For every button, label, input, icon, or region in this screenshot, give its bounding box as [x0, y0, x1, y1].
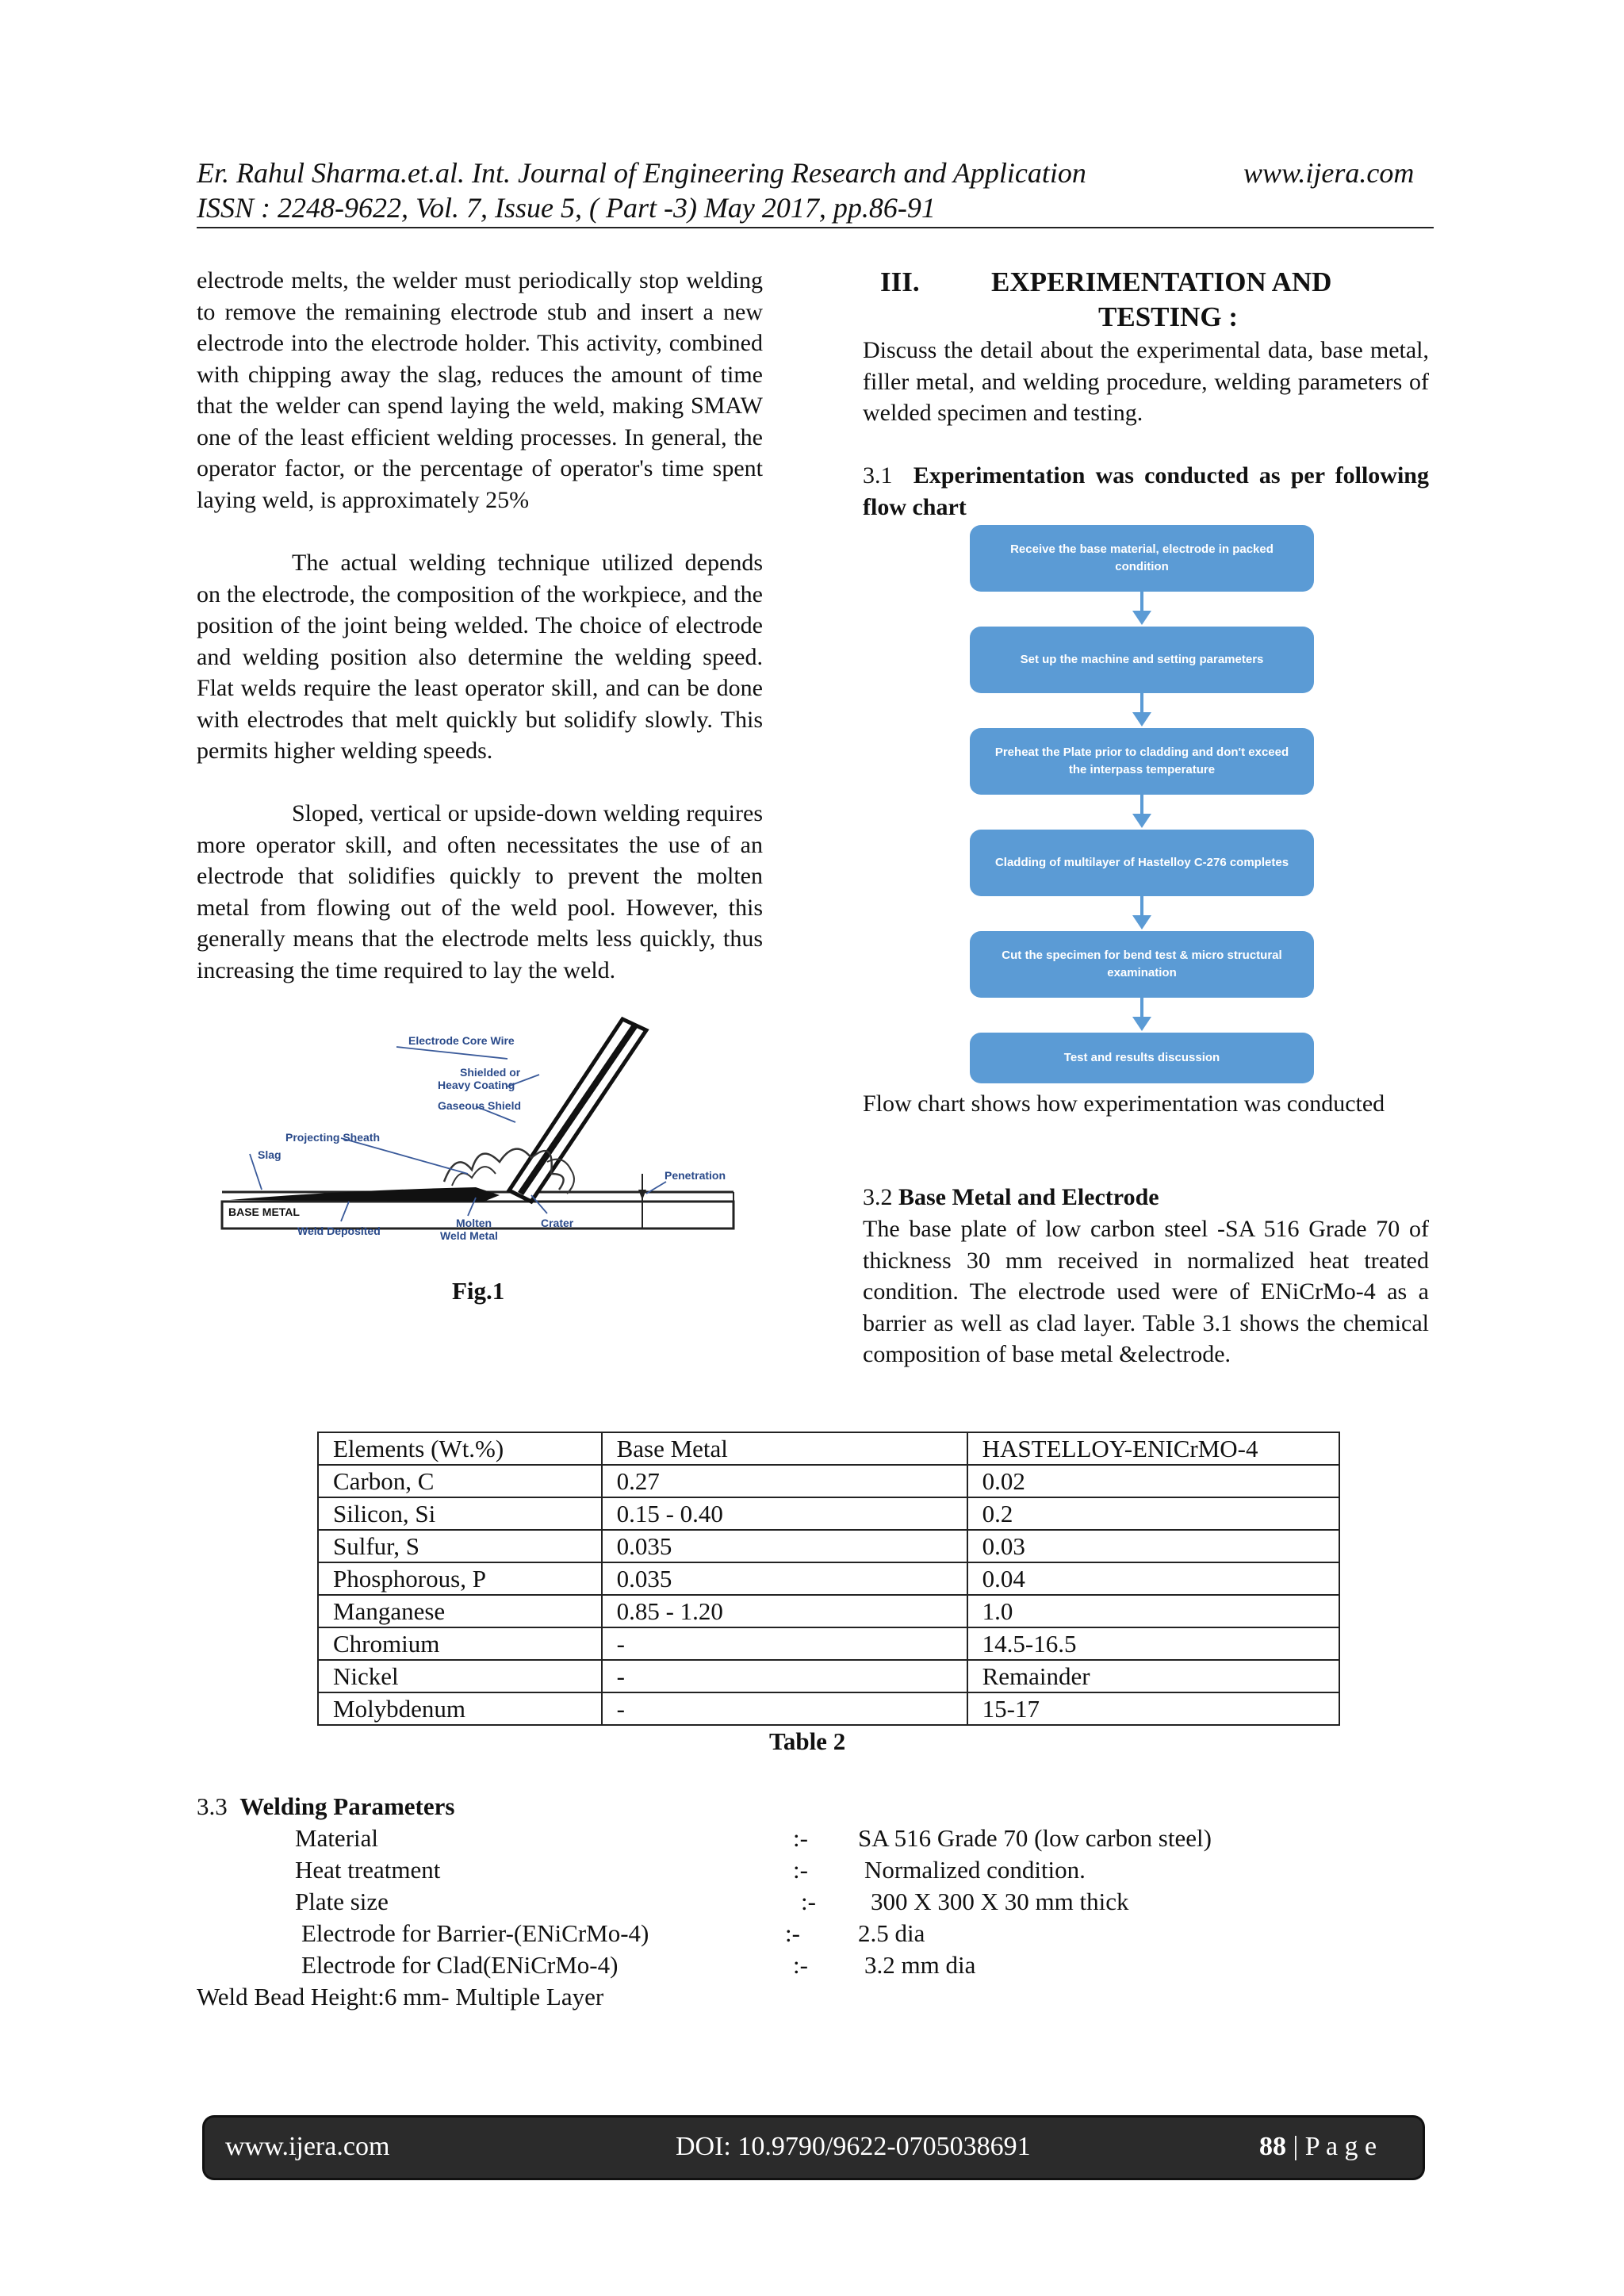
table-row: [318, 1530, 1339, 1562]
param-sep: :-: [801, 1888, 816, 1915]
label-penetration: Penetration: [665, 1169, 726, 1182]
table-cell: Remainder: [967, 1660, 1339, 1692]
table-caption: Table 2: [769, 1727, 846, 1755]
table-cell: Nickel: [318, 1660, 602, 1692]
flow-step-3: Preheat the Plate prior to cladding and don't exceed the interpass temperature: [970, 728, 1314, 795]
flow-arrow-icon: [1130, 693, 1154, 728]
smaw-welding-diagram: [214, 1011, 753, 1249]
figure-caption: Fig.1: [452, 1277, 505, 1305]
table-row: [318, 1660, 1339, 1692]
table-cell: Molybdenum: [318, 1692, 602, 1725]
journal-title: Er. Rahul Sharma.et.al. Int. Journal of Engineering Research and Application: [197, 157, 1086, 189]
param-label-clad-electrode: Electrode for Clad(ENiCrMo-4): [301, 1951, 619, 1979]
welding-params-heading: [197, 1791, 454, 1823]
subsection-3-2-title: Base Metal and Electrode: [898, 1184, 1159, 1210]
table-cell: 0.15 - 0.40: [602, 1497, 967, 1530]
flow-arrow-icon: [1130, 998, 1154, 1033]
left-paragraph-3: Sloped, vertical or upside-down welding requires more operator skill, and often necessitates the use of an electrode that solidifies quickly to prevent the molten metal from flowing out of the weld pool. However, this generally means that the electrode melts less quickly, thus increasing the time required to lay the weld.: [197, 800, 763, 983]
table-cell: Phosphorous, P: [318, 1562, 602, 1595]
table-row: [318, 1595, 1339, 1627]
param-sep: :-: [793, 1951, 808, 1979]
page-footer: [205, 2118, 1423, 2178]
flow-arrow-icon: [1130, 795, 1154, 830]
table-row: [318, 1627, 1339, 1660]
label-shielded: Shielded or: [460, 1066, 521, 1079]
table-row: [318, 1562, 1339, 1595]
param-label-heat-treatment: Heat treatment: [295, 1856, 441, 1884]
table-cell: 14.5-16.5: [967, 1627, 1339, 1660]
journal-website[interactable]: www.ijera.com: [1243, 157, 1415, 189]
table-cell: 0.035: [602, 1530, 967, 1562]
weld-bead-height: Weld Bead Height:6 mm- Multiple Layer: [197, 1983, 604, 2010]
issn-line: ISSN : 2248-9622, Vol. 7, Issue 5, ( Part -3) May 2017, pp.86-91: [197, 192, 936, 224]
table-cell: 0.85 - 1.20: [602, 1595, 967, 1627]
label-molten: Molten: [456, 1217, 492, 1229]
param-value-barrier-electrode: 2.5 dia: [858, 1919, 925, 1947]
table-row: [318, 1465, 1339, 1497]
footer-website[interactable]: www.ijera.com: [225, 2132, 390, 2161]
electrode-core-wire: [518, 1023, 638, 1195]
table-cell: 0.03: [967, 1530, 1339, 1562]
section-title-line1: EXPERIMENTATION AND: [991, 266, 1332, 297]
welding-params-title: Welding Parameters: [239, 1792, 455, 1820]
param-value-clad-electrode: 3.2 mm dia: [864, 1951, 976, 1979]
table-cell: 0.04: [967, 1562, 1339, 1595]
table-cell: Manganese: [318, 1595, 602, 1627]
footer-doi[interactable]: DOI: 10.9790/9622-0705038691: [676, 2132, 1031, 2161]
table-header-row: [318, 1432, 1339, 1465]
flow-step-2: Set up the machine and setting parameters: [970, 627, 1314, 693]
table-cell: -: [602, 1627, 967, 1660]
label-base-metal: BASE METAL: [228, 1205, 300, 1218]
flow-step-5: Cut the specimen for bend test & micro structural examination: [970, 931, 1314, 998]
param-label-material: Material: [295, 1824, 379, 1852]
section-title-line2: TESTING :: [1098, 301, 1239, 332]
param-label-barrier-electrode: Electrode for Barrier-(ENiCrMo-4): [301, 1919, 649, 1947]
table-cell: 0.035: [602, 1562, 967, 1595]
label-weld-metal: Weld Metal: [440, 1229, 498, 1242]
table-cell: -: [602, 1660, 967, 1692]
table-cell: 15-17: [967, 1692, 1339, 1725]
param-value-material: SA 516 Grade 70 (low carbon steel): [858, 1824, 1212, 1852]
footer-page-label: | P a g e: [1293, 2132, 1377, 2161]
flowchart-caption: Flow chart shows how experimentation was conducted: [863, 1091, 1385, 1117]
flow-arrow-icon: [1130, 592, 1154, 627]
table-cell: Silicon, Si: [318, 1497, 602, 1530]
label-heavy-coating: Heavy Coating: [438, 1079, 515, 1091]
flow-step-4: Cladding of multilayer of Hastelloy C-276 completes: [970, 830, 1314, 896]
param-value-plate-size: 300 X 300 X 30 mm thick: [871, 1888, 1129, 1915]
welding-params-number: 3.3: [197, 1792, 228, 1820]
table-row: [318, 1497, 1339, 1530]
section-number: III.: [880, 266, 920, 297]
flow-step-6: Test and results discussion: [970, 1033, 1314, 1083]
flow-step-1: Receive the base material, electrode in packed condition: [970, 525, 1314, 592]
subsection-3-2-number: 3.2: [863, 1184, 893, 1210]
footer-page-number: 88: [1259, 2132, 1286, 2161]
table-cell: Chromium: [318, 1627, 602, 1660]
subsection-3-1: [863, 460, 1429, 523]
label-projecting-sheath: Projecting Sheath: [285, 1131, 381, 1144]
param-sep: :-: [793, 1824, 808, 1852]
param-label-plate-size: Plate size: [295, 1888, 389, 1915]
table-cell: Sulfur, S: [318, 1530, 602, 1562]
subsection-3-2-heading: [863, 1182, 1429, 1213]
label-weld-deposited: Weld Deposited: [297, 1225, 381, 1237]
param-sep: :-: [793, 1856, 808, 1884]
subsection-3-1-number: 3.1: [863, 462, 893, 489]
table-cell: -: [602, 1692, 967, 1725]
label-core-wire: Electrode Core Wire: [408, 1034, 515, 1047]
table-header-cell: Elements (Wt.%): [318, 1432, 602, 1465]
label-crater: Crater: [541, 1217, 574, 1229]
table-cell: 0.02: [967, 1465, 1339, 1497]
left-paragraph-2: The actual welding technique utilized depends on the electrode, the composition of the workpiece, and the position of the joint being welded. The choice of electrode and welding position also determine the welding speed. Flat welds require the least operator skill, and can be done with electrodes that melt quickly but solidify slowly. This permits higher welding speeds.: [197, 550, 763, 764]
table-cell: 1.0: [967, 1595, 1339, 1627]
table-cell: Carbon, C: [318, 1465, 602, 1497]
subsection-3-1-title: Experimentation was conducted as per following flow chart: [863, 462, 1429, 520]
label-slag: Slag: [258, 1148, 282, 1161]
chemical-composition-table: [317, 1432, 1340, 1726]
table-cell: 0.2: [967, 1497, 1339, 1530]
header-rule: [197, 227, 1434, 228]
param-sep: :-: [785, 1919, 800, 1947]
param-value-heat-treatment: Normalized condition.: [864, 1856, 1086, 1884]
table-cell: 0.27: [602, 1465, 967, 1497]
table-row: [318, 1692, 1339, 1725]
table-header-cell: HASTELLOY-ENICrMO-4: [967, 1432, 1339, 1465]
section-intro: Discuss the detail about the experimental data, base metal, filler metal, and welding procedure, welding parameters of welded specimen and testing.: [863, 337, 1429, 426]
weld-deposit: [230, 1187, 500, 1202]
left-paragraph-1: electrode melts, the welder must periodically stop welding to remove the remaining electrode stub and insert a new electrode into the electrode holder. This activity, combined with chipping away the slag, reduces the amount of time that the welder can spend laying the weld, making SMAW one of the least efficient welding processes. In general, the operator factor, or the percentage of operator's time spent laying weld, is approximately 25%: [197, 267, 763, 513]
label-gaseous-shield: Gaseous Shield: [438, 1099, 522, 1112]
table-header-cell: Base Metal: [602, 1432, 967, 1465]
subsection-3-2-text: The base plate of low carbon steel -SA 516 Grade 70 of thickness 30 mm received in normalized heat treated condition. The electrode used were of ENiCrMo-4 as a barrier as well as clad layer. Table 3.1 shows the chemical composition of base metal &electrode.: [863, 1216, 1429, 1367]
flow-arrow-icon: [1130, 896, 1154, 931]
